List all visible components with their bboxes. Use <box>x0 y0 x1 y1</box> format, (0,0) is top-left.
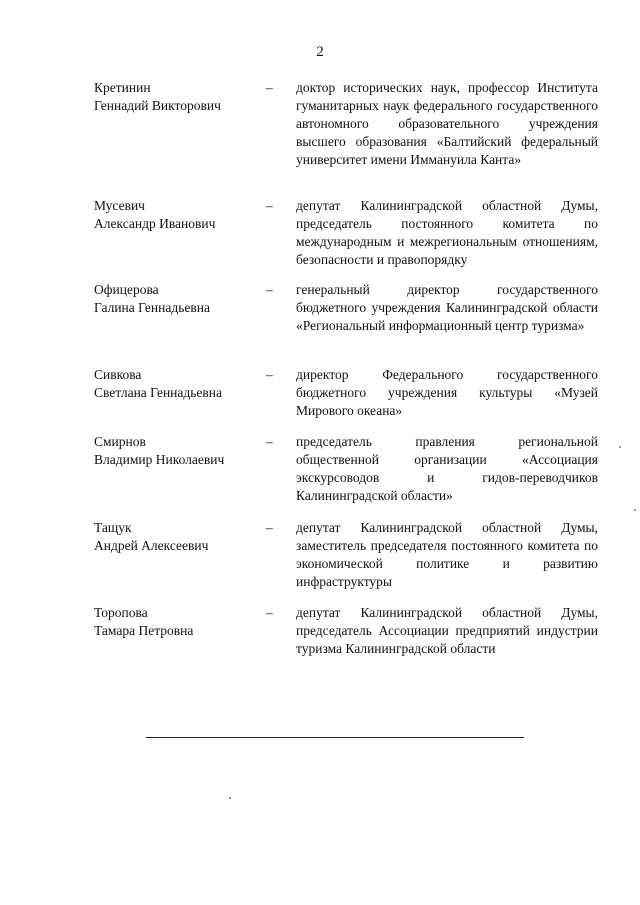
member-given-names: Владимир Николаевич <box>94 452 225 467</box>
dash-separator: – <box>266 367 273 382</box>
member-description: генеральный директор государственного бюджетного учреждения Калининградской области «Региональный информационный центр туризма» <box>296 282 598 333</box>
dash-separator: – <box>266 80 273 95</box>
page-number: 2 <box>316 44 324 60</box>
scan-speck <box>229 797 231 799</box>
member-entry <box>94 604 600 658</box>
member-surname: Смирнов <box>94 434 146 449</box>
dash-separator: – <box>266 605 273 620</box>
scan-speck <box>634 509 636 511</box>
member-entry <box>94 79 600 169</box>
member-description: депутат Калининградской областной Думы, председатель постоянного комитета по международным и межрегиональным отношениям, безопасности и правопорядку <box>296 198 598 267</box>
member-entry <box>94 433 600 505</box>
dash-separator: – <box>266 282 273 297</box>
member-name <box>94 281 266 335</box>
member-name <box>94 604 266 658</box>
member-description: депутат Калининградской областной Думы, председатель Ассоциации предприятий индустрии туризма Калининградской области <box>296 605 598 656</box>
member-entry <box>94 519 600 591</box>
member-surname: Мусевич <box>94 198 145 213</box>
member-description: депутат Калининградской областной Думы, заместитель председателя постоянного комитета по экономической политике и развитию инфраструктуры <box>296 520 598 589</box>
member-surname: Сивкова <box>94 367 142 382</box>
member-entry <box>94 366 600 420</box>
member-surname: Тащук <box>94 520 132 535</box>
dash-separator: – <box>266 198 273 213</box>
member-surname: Кретинин <box>94 80 151 95</box>
member-given-names: Геннадий Викторович <box>94 98 221 113</box>
member-entry <box>94 281 600 335</box>
member-given-names: Светлана Геннадьевна <box>94 385 222 400</box>
member-surname: Торопова <box>94 605 148 620</box>
member-surname: Офицерова <box>94 282 159 297</box>
closing-rule <box>146 737 524 738</box>
member-given-names: Андрей Алексеевич <box>94 538 209 553</box>
member-name <box>94 197 266 269</box>
dash-separator: – <box>266 520 273 535</box>
member-given-names: Галина Геннадьевна <box>94 300 210 315</box>
dash-separator: – <box>266 434 273 449</box>
member-description: доктор исторических наук, профессор Института гуманитарных наук федерального государственного автономного образовательного учреждения высшего образования «Балтийский федеральный университет имени Иммануила Канта» <box>296 80 598 167</box>
member-given-names: Тамара Петровна <box>94 623 194 638</box>
member-name <box>94 79 266 169</box>
member-name <box>94 366 266 420</box>
scan-speck <box>619 446 621 448</box>
member-description: председатель правления региональной общественной организации «Ассоциация экскурсоводов и гидов-переводчиков Калининградской области» <box>296 434 598 503</box>
member-name <box>94 433 266 505</box>
member-given-names: Александр Иванович <box>94 216 216 231</box>
member-name <box>94 519 266 591</box>
member-description: директор Федерального государственного бюджетного учреждения культуры «Музей Мирового океана» <box>296 367 598 418</box>
member-entry <box>94 197 600 269</box>
